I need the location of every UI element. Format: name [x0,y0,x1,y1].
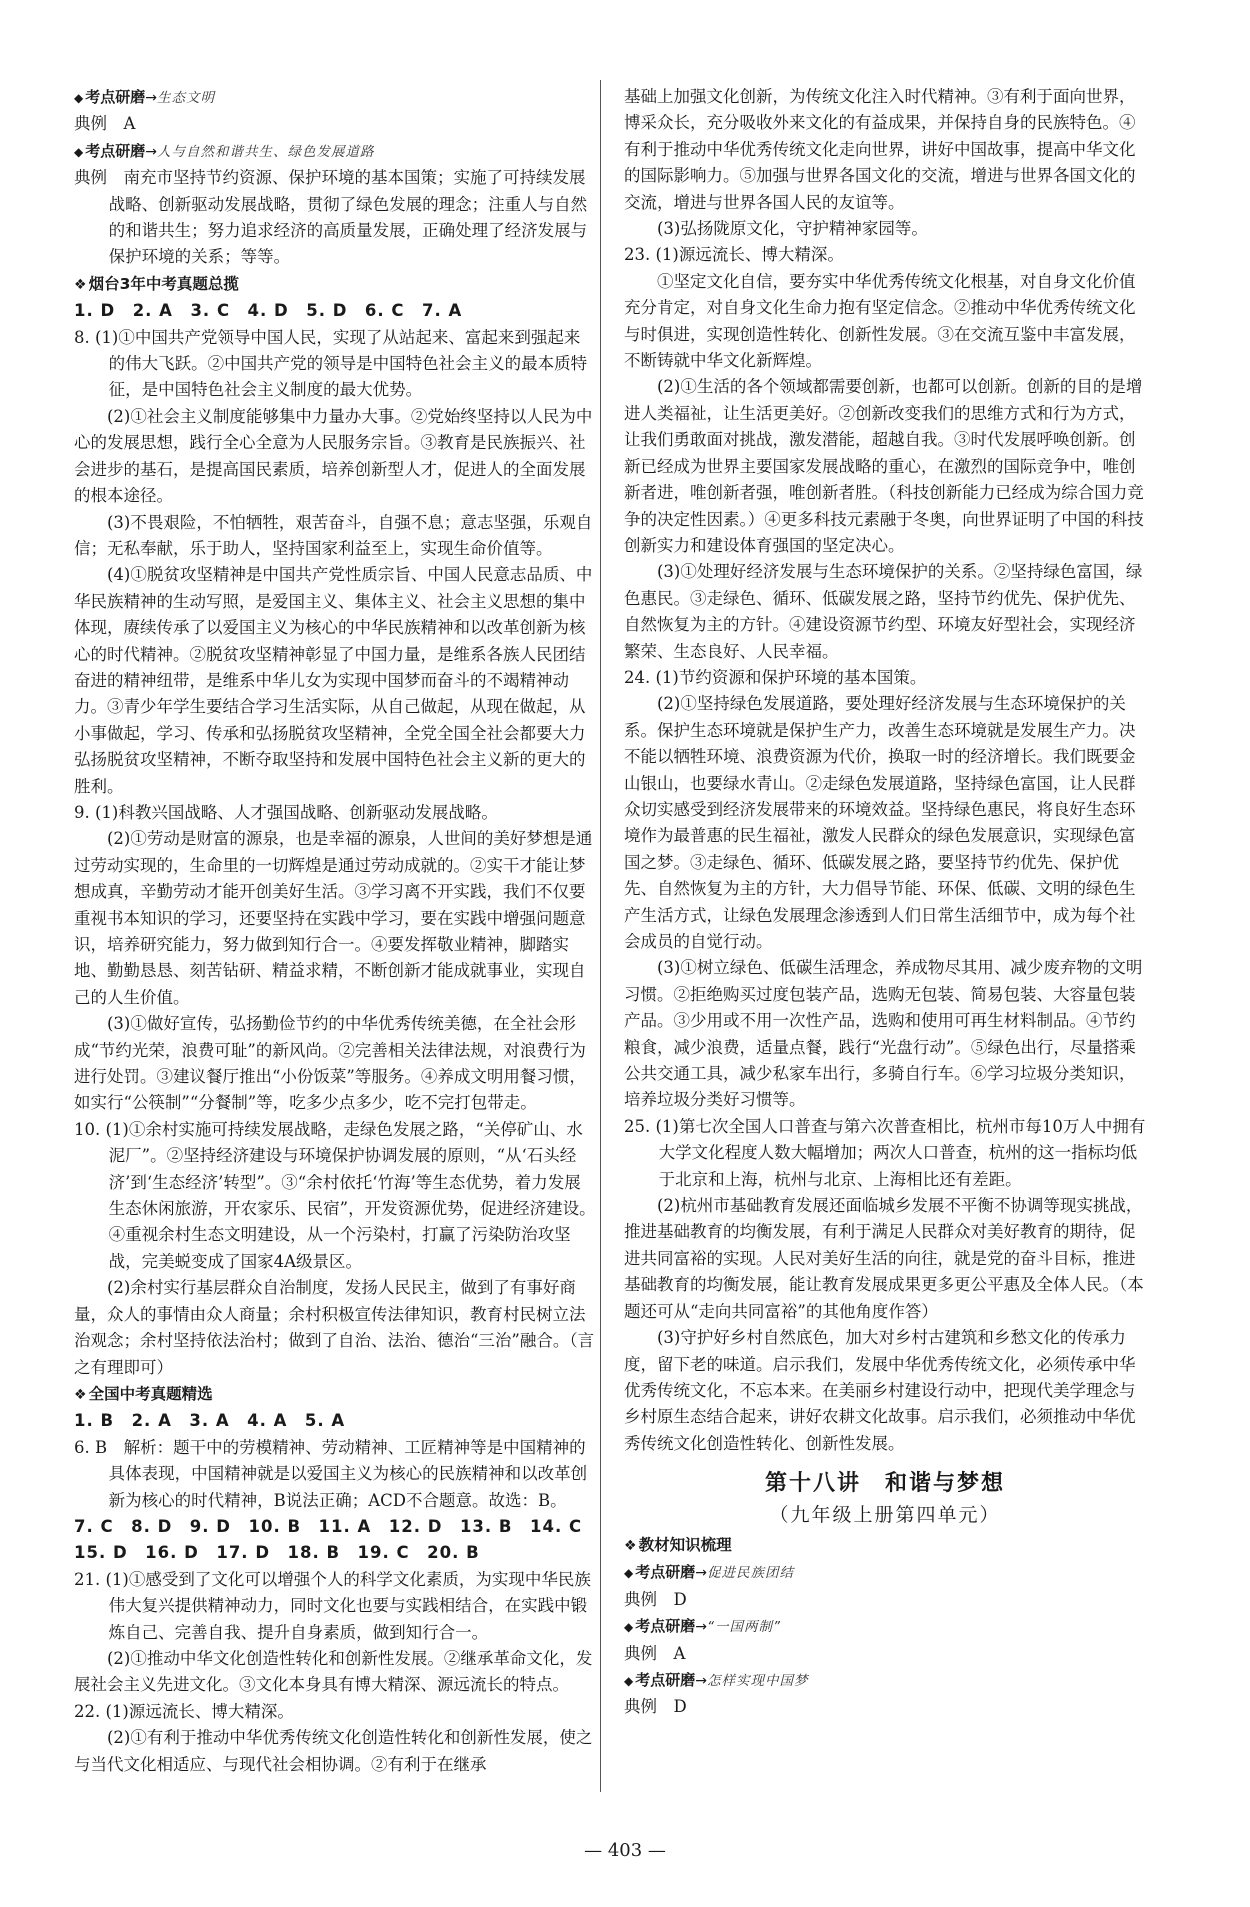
answer-paragraph: 基础上加强文化创新，为传统文化注入时代精神。③有利于面向世界，博采众长，充分吸收外来文化的有益成果，并保持自身的民族特色。④有利于推动中华优秀传统文化走向世界，讲好中国故事，提高中华文化的国际影响力。⑤加强与世界各国文化的交流，增进与世界各国文化的交流，增进与世界各国人民的友谊等。 [624,87,1136,212]
answer-paragraph: (2)①生活的各个领域都需要创新，也都可以创新。创新的目的是增进人类福祉，让生活更美好。②创新改变我们的思维方式和行为方式，让我们勇敢面对挑战，激发潜能，超越自我。③时代发展呼唤创新。创新已经成为世界主要国家发展战略的重心，在激烈的国际竞争中，唯创新者进，唯创新者强，唯创新者胜。（科技创新能力已经成为综合国力竞争的决定性因素。）④更多科技元素融于冬奥，向世界证明了中国的科技创新实力和建设体育强国的坚定决心。 [624,377,1144,555]
section-heading: ❖ 全国中考真题精选 [74,1384,213,1403]
kaodian-line: ◆ 考点研磨→生态文明 [74,88,215,106]
answer-paragraph: 21. (1)①感受到了文化可以增强个人的科学文化素质，为实现中华民族伟大复兴提供精神动力，同时文化也要与实践相结合，在实践中锻炼自己、完善自我、提升自身素质，做到知行合一。 [74,1569,591,1642]
lecture-subtitle: （九年级上册第四单元） [769,1503,1001,1526]
column-divider [600,80,601,1792]
left-column [74,84,596,1778]
section-icon: ❖ [74,1386,87,1403]
answer-paragraph: (2)余村实行基层群众自治制度，发扬人民民主，做到了有事好商量，众人的事情由众人商量；余村积极宣传法律知识，教育村民树立法治观念；余村坚持依法治村；做到了自治、法治、德治“三治”融合。（言之有理即可） [74,1278,595,1377]
answer-paragraph: 24. (1)节约资源和保护环境的基本国策。 [624,667,927,687]
example-answer: 典例 A [624,1643,686,1663]
answer-paragraph: (3)①处理好经济发展与生态环境保护的关系。②坚持绿色富国，绿色惠民。③走绿色、循环、低碳发展之路，坚持节约优先、保护优先、自然恢复为主的方针。④建设资源节约型、环境友好型社会，实现经济繁荣、生态良好、人民幸福。 [624,562,1143,661]
choice-answers: 7. C 8. D 9. D 10. B 11. A 12. D 13. B 14. C [74,1516,583,1536]
arrow-icon: → [695,1619,707,1636]
answer-paragraph: 23. (1)源远流长、博大精深。 [624,245,844,265]
arrow-icon: → [695,1672,707,1689]
section-icon: ❖ [74,276,87,293]
answer-paragraph: (2)①坚持绿色发展道路，要处理好经济发展与生态环境保护的关系。保护生态环境就是保护生产力，改善生态环境就是发展生产力。决不能以牺牲环境、浪费资源为代价，换取一时的经济增长。我们既要金山银山，也要绿水青山。②走绿色发展道路，坚持绿色富国，让人民群众切实感受到经济发展带来的环境效益。坚持绿色惠民，将良好生态环境作为最普惠的民生福祉，激发人民群众的绿色发展意识，实现绿色富国之梦。③走绿色、循环、低碳发展之路，要坚持节约优先、保护优先、自然恢复为主的方针，大力倡导节能、环保、低碳、文明的绿色生产生活方式，让绿色发展理念渗透到人们日常生活细节中，成为每个社会成员的自觉行动。 [624,694,1136,951]
diamond-icon: ◆ [624,1673,634,1688]
section-icon: ❖ [624,1537,637,1554]
answer-paragraph: 22. (1)源远流长、博大精深。 [74,1701,294,1721]
diamond-icon: ◆ [74,91,84,105]
answer-paragraph: (3)①树立绿色、低碳生活理念，养成物尽其用、减少废弃物的文明习惯。②拒绝购买过度包装产品，选购无包装、简易包装、大容量包装产品。③少用或不用一次性产品，选购和使用可再生材料制品。④节约粮食，减少浪费，适量点餐，践行“光盘行动”。⑤绿色出行，尽量搭乘公共交通工具，减少私家车出行，多骑自行车。⑥学习垃圾分类知识，培养垃圾分类好习惯等。 [624,958,1143,1110]
answer-paragraph: (2)杭州市基础教育发展还面临城乡发展不平衡不协调等现实挑战，推进基础教育的均衡发展，有利于满足人民群众对美好教育的期待，促进共同富裕的实现。人民对美好生活的向往，就是党的奋斗目标，推进基础教育的均衡发展，能让教育发展成果更多更公平惠及全体人民。（本题还可从“走向共同富裕”的其他角度作答） [624,1196,1144,1321]
answer-paragraph: (2)①有利于推动中华优秀传统文化创造性转化和创新性发展，使之与当代文化相适应、与现代社会相协调。②有利于在继承 [74,1728,593,1774]
arrow-icon: → [145,90,157,106]
diamond-icon: ◆ [624,1620,634,1635]
answer-paragraph: 10. (1)①余村实施可持续发展战略，走绿色发展之路，“关停矿山、水泥厂”。②坚持经济建设与环境保护协调发展的原则，“从‘石头经济’到‘生态经济’转型”。③“余村依托‘竹海’等生态优势，着力发展生态休闲旅游，开农家乐、民宿”，开发资源优势，促进经济建设。④重视余村生态文明建设，从一个污染村，打赢了污染防治攻坚战，完美蜕变成了国家4A级景区。 [74,1119,596,1271]
page-number: — 403 — [584,1840,666,1861]
example-answer: 典例 D [624,1697,687,1717]
answer-paragraph: (4)①脱贫攻坚精神是中国共产党性质宗旨、中国人民意志品质、中华民族精神的生动写照，是爱国主义、集体主义、社会主义思想的集中体现，赓续传承了以爱国主义为核心的中华民族精神和以改革创新为核心的时代精神。②脱贫攻坚精神彰显了中国力量，是维系各族人民团结奋进的精神纽带，是维系中华儿女为实现中国梦而奋斗的不竭精神动力。③青少年学生要结合学习生活实际，从自己做起，从现在做起，从小事做起，学习、传承和弘扬脱贫攻坚精神，全党全国全社会都要大力弘扬脱贫攻坚精神，不断夺取坚持和发展中国特色社会主义新的更大的胜利。 [74,565,593,796]
choice-answers: 1. B 2. A 3. A 4. A 5. A [74,1411,346,1431]
example-answer: 典例 南充市坚持节约资源、保护环境的基本国策；实施了可持续发展战略、创新驱动发展战略，贯彻了绿色发展的理念；注重人与自然的和谐共生；努力追求经济的高质量发展，正确处理了经济发展与保护环境的关系；等等。 [74,168,588,267]
choice-answers: 15. D 16. D 17. D 18. B 19. C 20. B [74,1543,480,1563]
section-heading: ❖ 烟台3年中考真题总揽 [74,274,239,293]
kaodian-line: ◆ 考点研磨→人与自然和谐共生、绿色发展道路 [74,141,375,160]
example-answer: 典例 A [74,114,136,134]
section-heading: ❖ 教材知识梳理 [624,1535,732,1554]
arrow-icon: → [695,1565,707,1582]
answer-paragraph: 25. (1)第七次全国人口普查与第六次普查相比，杭州市每10万人中拥有大学文化程度人数大幅增加；两次人口普查，杭州的这一指标均低于北京和上海，杭州与北京、上海相比还有差距。 [624,1116,1146,1189]
answer-paragraph: (3)守护好乡村自然底色，加大对乡村古建筑和乡愁文化的传承力度，留下老的味道。启示我们，发展中华优秀传统文化，必须传承中华优秀传统文化，不忘本来。在美丽乡村建设行动中，把现代美学理念与乡村原生态结合起来，讲好农耕文化故事。启示我们，必须推动中华优秀传统文化创造性转化、创新性发展。 [624,1328,1136,1453]
answer-paragraph: (2)①推动中华文化创造性转化和创新性发展。②继承革命文化，发展社会主义先进文化。③文化本身具有博大精深、源远流长的特点。 [74,1648,593,1695]
arrow-icon: → [145,143,157,160]
kaodian-line: ◆ 考点研磨→促进民族团结 [624,1563,794,1582]
example-answer: 典例 D [624,1589,687,1609]
diamond-icon: ◆ [624,1566,634,1581]
kaodian-line: ◆ 考点研磨→“一国两制” [624,1617,781,1636]
answer-paragraph: 9. (1)科教兴国战略、人才强国战略、创新驱动发展战略。 [74,802,498,822]
answer-paragraph: 6. B 解析：题干中的劳模精神、劳动精神、工匠精神等是中国精神的具体表现，中国精神就是以爱国主义为核心的民族精神和以改革创新为核心的时代精神，B说法正确；ACD不合题意。故选：B。 [74,1437,588,1510]
choice-answers: 1. D 2. A 3. C 4. D 5. D 6. C 7. A [74,301,463,321]
lecture-header [624,1471,1146,1528]
answer-paragraph: (2)①社会主义制度能够集中力量办大事。②党始终坚持以人民为中心的发展思想，践行全心全意为人民服务宗旨。③教育是民族振兴、社会进步的基石，是提高国民素质，培养创新型人才，促进人的全面发展的根本途径。 [74,406,593,506]
answer-paragraph: 8. (1)①中国共产党领导中国人民，实现了从站起来、富起来到强起来的伟大飞跃。②中国共产党的领导是中国特色社会主义的最本质特征，是中国特色社会主义制度的最大优势。 [74,327,588,400]
answer-paragraph: (2)①劳动是财富的源泉，也是幸福的源泉，人世间的美好梦想是通过劳动实现的，生命里的一切辉煌是通过劳动成就的。②实干才能让梦想成真，辛勤劳动才能开创美好生活。③学习离不开实践，我们不仅要重视书本知识的学习，还要坚持在实践中学习，要在实践中增强问题意识，培养研究能力，努力做到知行合一。④要发挥敬业精神，脚踏实地、勤勤恳恳、刻苦钻研、精益求精，不断创新才能成就事业，实现自己的人生价值。 [74,829,593,1007]
diamond-icon: ◆ [74,144,84,159]
answer-paragraph: (3)弘扬陇原文化，守护精神家园等。 [657,219,928,239]
kaodian-line: ◆ 考点研磨→怎样实现中国梦 [624,1670,809,1689]
lecture-title: 第十八讲 和谐与梦想 [764,1471,1005,1497]
right-column [624,84,1146,1721]
answer-paragraph: (3)不畏艰险，不怕牺牲，艰苦奋斗，自强不息；意志坚强，乐观自信；无私奉献，乐于助人，坚持国家利益至上，实现生命价值等。 [74,512,593,558]
answer-paragraph: ①坚定文化自信，要夯实中华优秀传统文化根基，对自身文化价值充分肯定，对自身文化生命力抱有坚定信念。②推动中华优秀传统文化与时俱进，实现创造性转化、创新性发展。③在交流互鉴中丰富发展，不断铸就中华文化新辉煌。 [624,271,1136,371]
answer-paragraph: (3)①做好宣传，弘扬勤俭节约的中华优秀传统美德，在全社会形成“节约光荣，浪费可耻”的新风尚。②完善相关法律法规，对浪费行为进行处罚。③建议餐厅推出“小份饭菜”等服务。④养成文明用餐习惯，如实行“公筷制”“分餐制”等，吃多少点多少，吃不完打包带走。 [74,1014,586,1113]
